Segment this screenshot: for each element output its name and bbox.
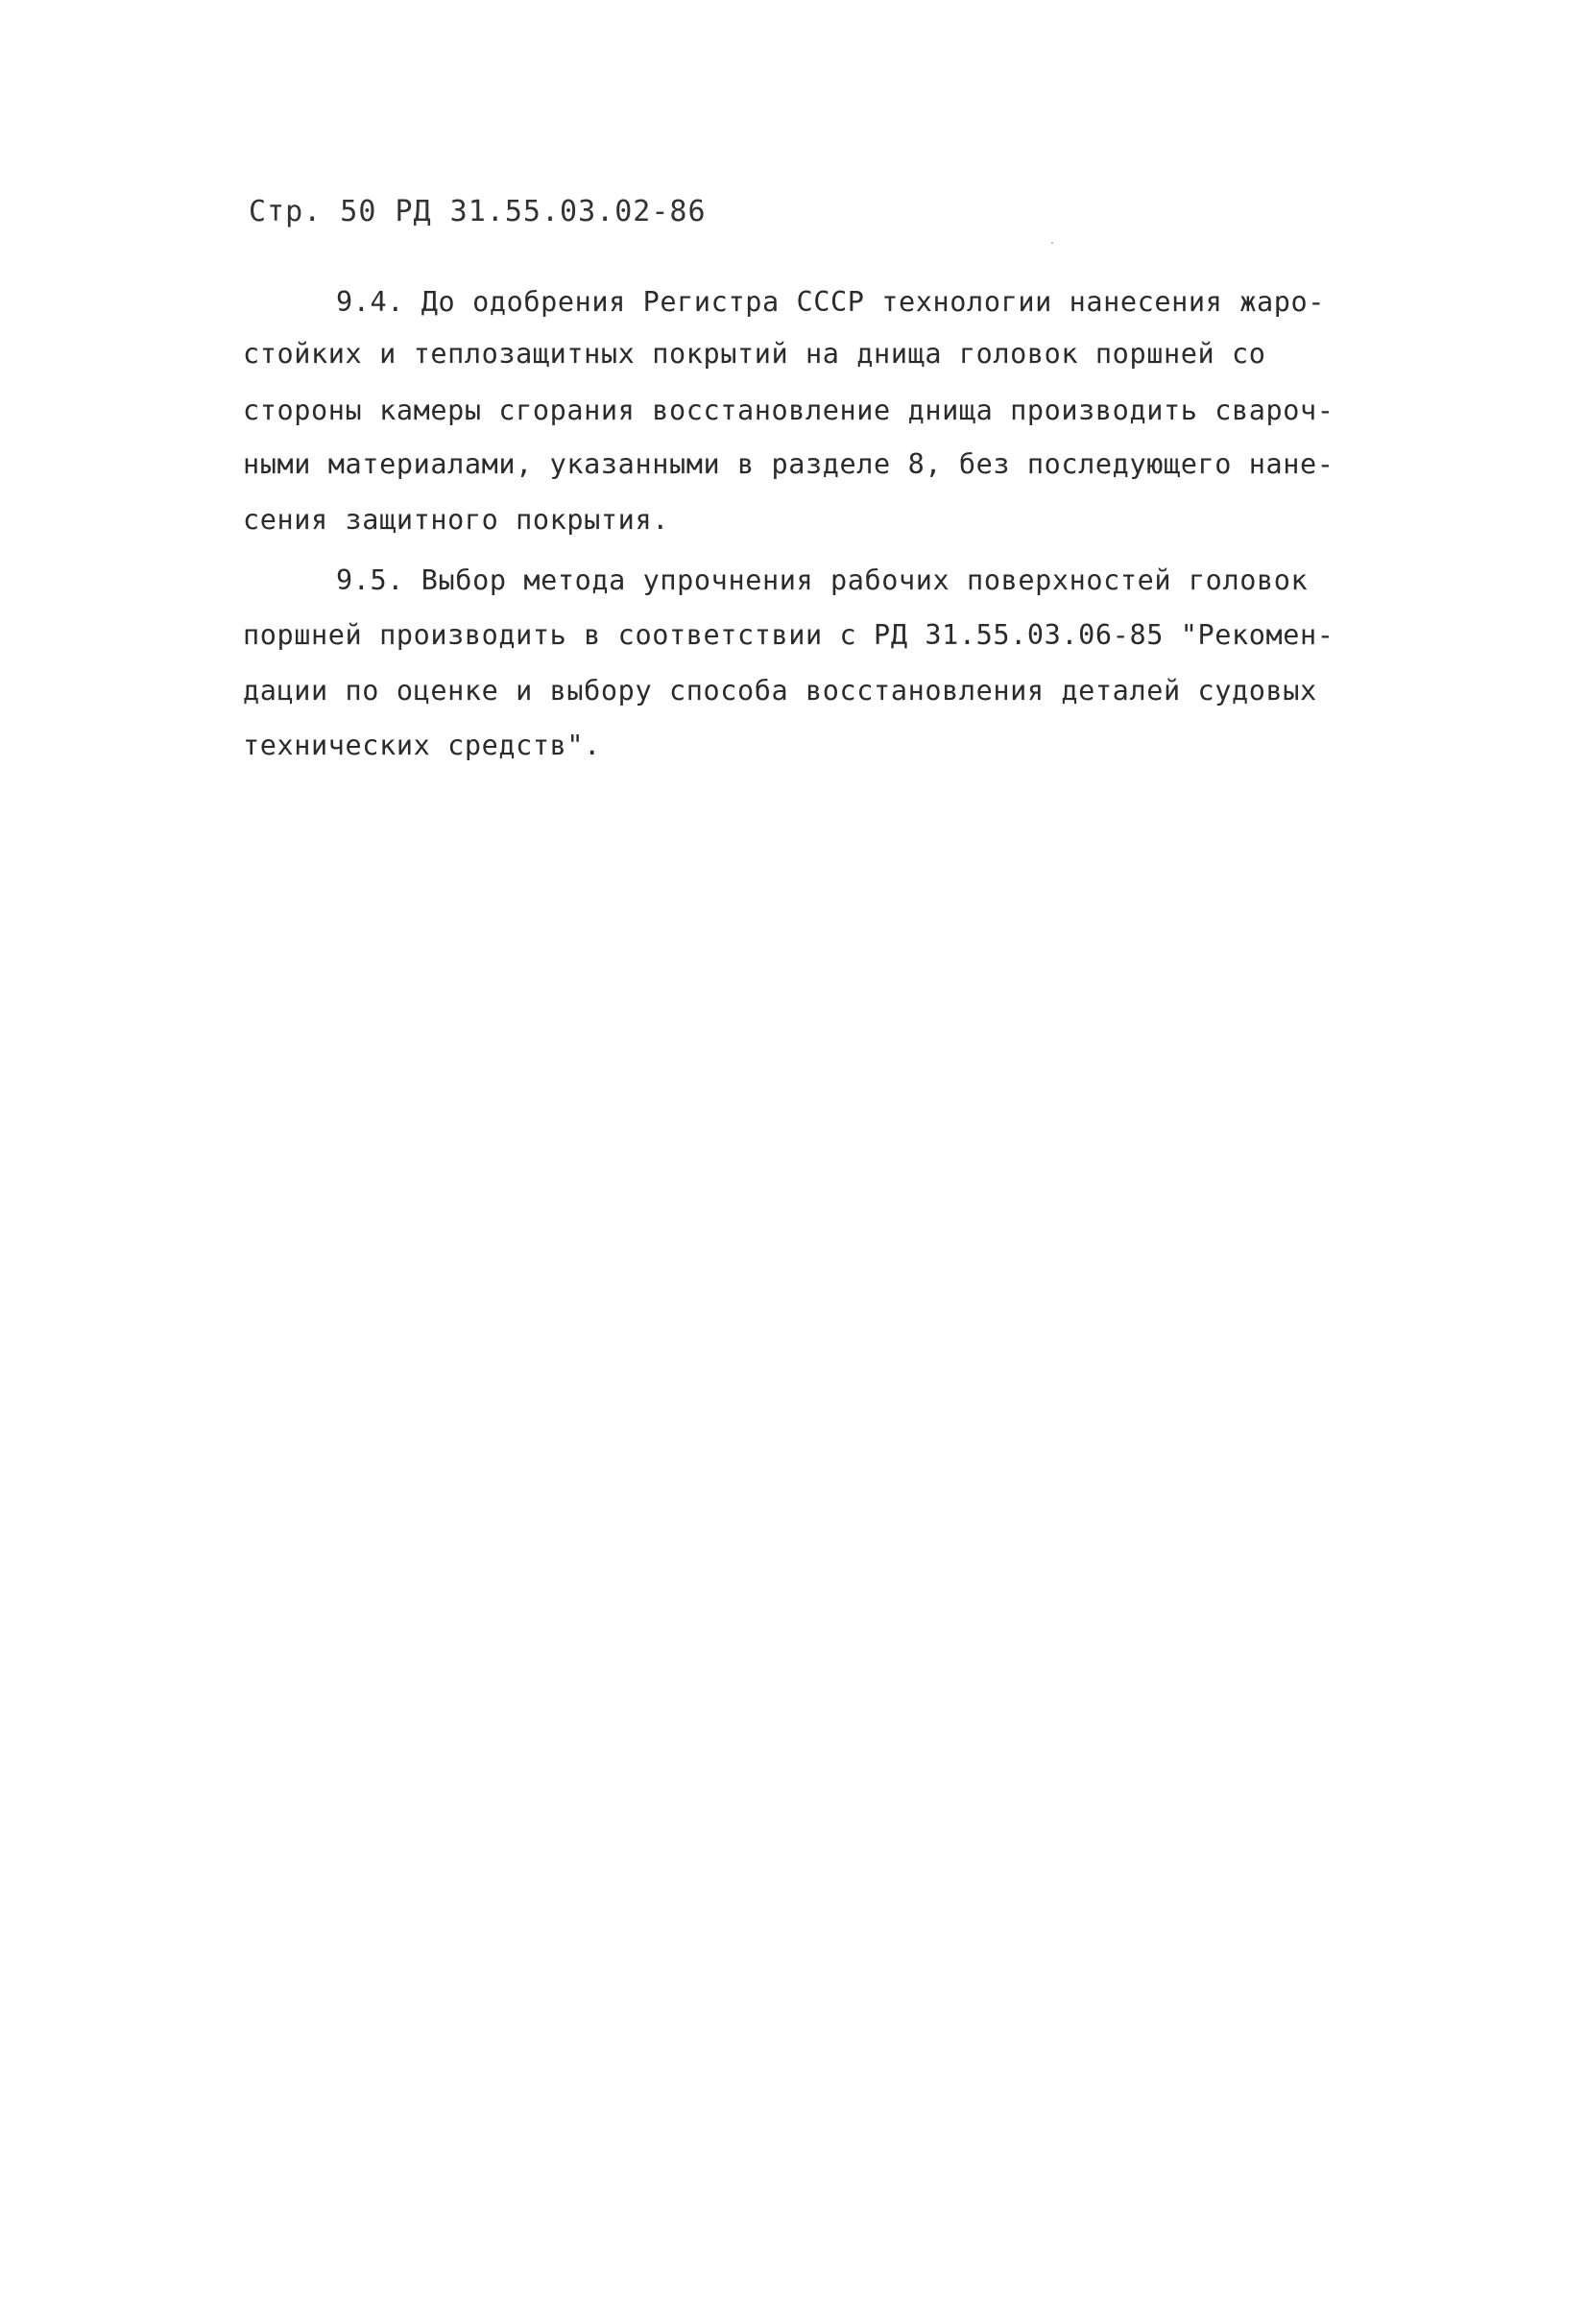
paragraph-line: технических средств". — [243, 730, 601, 761]
paragraph-line: 9.5. Выбор метода упрочнения рабочих поверхностей головок — [336, 564, 1309, 596]
paragraph-line: 9.4. До одобрения Регистра СССР технологии нанесения жаро- — [336, 286, 1325, 318]
page-header: Стр. 50 РД 31.55.03.02-86 — [249, 195, 707, 228]
paragraph-line: сения защитного покрытия. — [243, 504, 669, 536]
paragraph-line: стойких и теплозащитных покрытий на днища головок поршней со — [243, 338, 1266, 370]
scan-speck — [1051, 242, 1053, 244]
paragraph-line: поршней производить в соответствии с РД 31.55.03.06-85 "Рекомен- — [243, 619, 1335, 651]
paragraph-line: ными материалами, указанными в разделе 8, без последующего нане- — [243, 448, 1335, 480]
paragraph-line: стороны камеры сгорания восстановление днища производить сварoч- — [243, 395, 1335, 426]
paragraph-line: дации по оценке и выбору способа восстановления деталей судовых — [243, 675, 1317, 707]
